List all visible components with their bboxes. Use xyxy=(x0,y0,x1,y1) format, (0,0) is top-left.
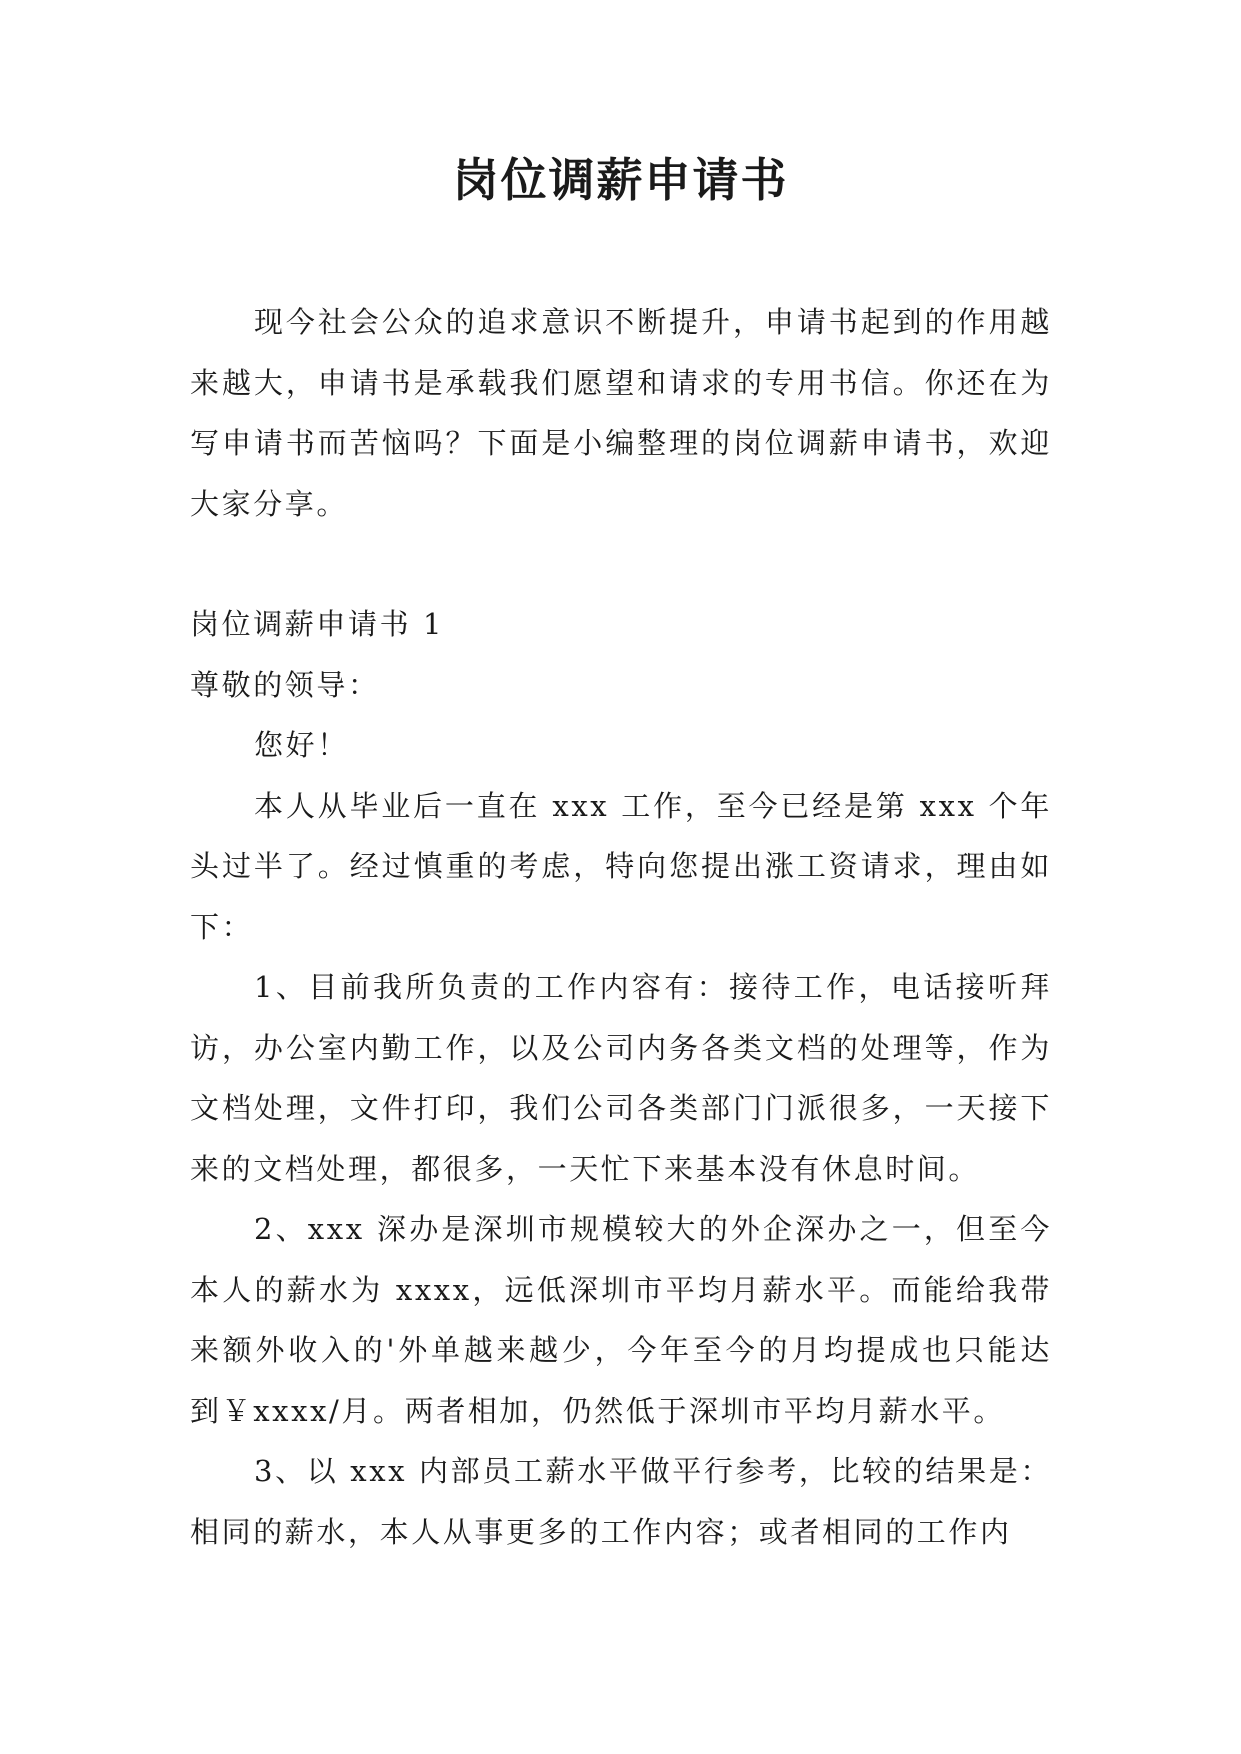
body-paragraph: 本人从毕业后一直在 xxx 工作，至今已经是第 xxx 个年头过半了。经过慎重的考虑，特向您提出涨工资请求，理由如下： xyxy=(190,788,1052,944)
document-body xyxy=(190,292,1052,1562)
intro-paragraph: 现今社会公众的追求意识不断提升，申请书起到的作用越来越大，申请书是承载我们愿望和请求的专用书信。你还在为写申请书而苦恼吗？下面是小编整理的岗位调薪申请书，欢迎大家分享。 xyxy=(190,305,1052,521)
body-paragraph: 3、以 xxx 内部员工薪水平做平行参考，比较的结果是：相同的薪水，本人从事更多的工作内容；或者相同的工作内 xyxy=(190,1454,1052,1549)
document-title: 岗位调薪申请书 xyxy=(452,153,789,207)
salutation: 尊敬的领导： xyxy=(190,667,380,702)
body-paragraph: 2、xxx 深办是深圳市规模较大的外企深办之一，但至今本人的薪水为 xxxx，远低深圳市平均月薪水平。而能给我带来额外收入的'外单越来越少，今年至今的月均提成也只能达到￥xxxx/月。两者相加，仍然低于深圳市平均月薪水平。 xyxy=(190,1212,1052,1428)
section-heading: 岗位调薪申请书 1 xyxy=(190,607,445,641)
body-paragraph: 1、目前我所负责的工作内容有：接待工作，电话接听拜访，办公室内勤工作，以及公司内务各类文档的处理等，作为文档处理，文件打印，我们公司各类部门门派很多，一天接下来的文档处理，都很多，一天忙下来基本没有休息时间。 xyxy=(190,970,1052,1186)
greeting: 您好！ xyxy=(254,728,349,762)
